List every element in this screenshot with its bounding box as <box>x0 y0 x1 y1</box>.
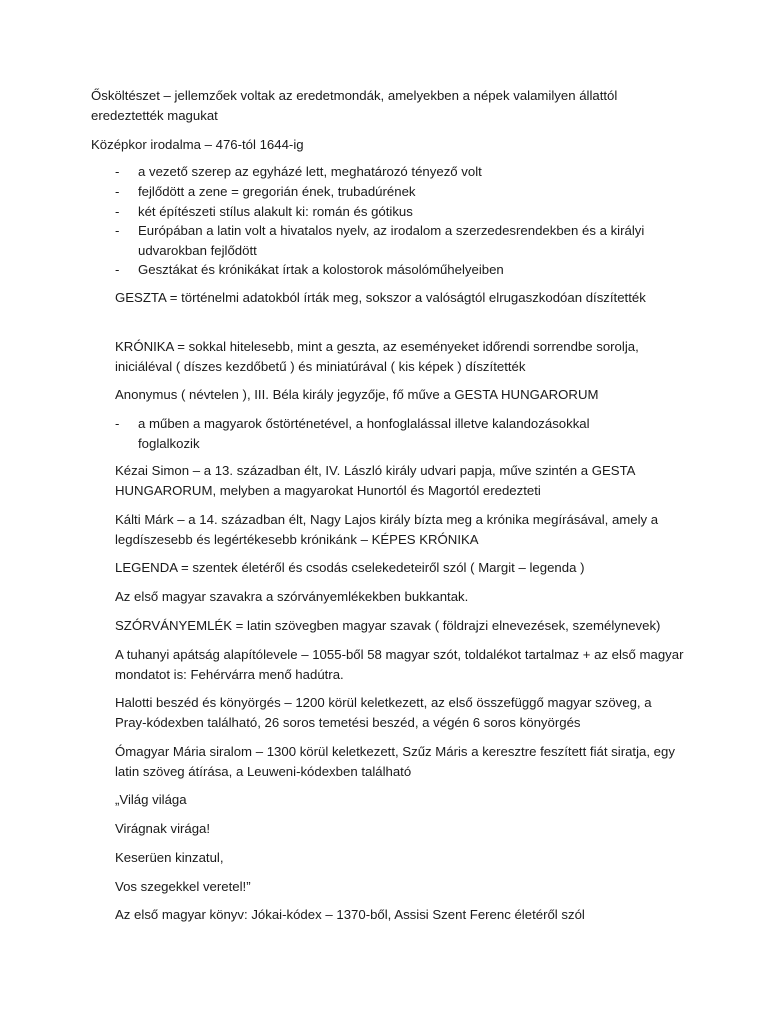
kezai-paragraph: Kézai Simon – a 13. században élt, IV. László király udvari papja, műve szintén a GESTA HUNGARORUM, melyben a magyarokat Hunortól és Magortól eredezteti <box>115 463 635 498</box>
dash-bullet-icon: - <box>115 164 120 179</box>
anonymus-paragraph: Anonymus ( névtelen ), III. Béla király jegyzője, fő műve a GESTA HUNGARORUM <box>115 387 599 402</box>
kronika-definition: KRÓNIKA = sokkal hitelesebb, mint a geszta, az eseményeket időrendi sorrendbe sorolja, iniciáléval ( díszes kezdőbetű ) és miniatúrával ( kis képek ) díszítették <box>115 339 639 374</box>
tihanyi-paragraph: A tuhanyi apátság alapítólevele – 1055-ből 58 magyar szót, toldalékot tartalmaz + az első magyar mondatot is: Fehérvárra menő hadútra. <box>115 647 684 682</box>
dash-bullet-icon: - <box>115 184 120 199</box>
list-item: - Európában a latin volt a hivatalos nyelv, az irodalom a szerzedesrendekben és a királyi udvarokban fejlődött <box>115 223 645 258</box>
szorvanyemlek-definition: SZÓRVÁNYEMLÉK = latin szövegben magyar szavak ( földrajzi elnevezések, személynevek) <box>115 618 661 633</box>
dash-bullet-icon: - <box>115 223 120 238</box>
poem-line: Virágnak virága! <box>115 821 211 836</box>
section-heading: Középkor irodalma – 476-tól 1644-ig <box>91 137 304 152</box>
list-item: - két építészeti stílus alakult ki: román és gótikus <box>115 202 675 222</box>
poem-line: „Világ világa <box>115 792 187 807</box>
list-item: - a műben a magyarok őstörténetével, a honfoglalással illetve kalandozásokkal foglalkozik <box>115 416 590 451</box>
legenda-definition: LEGENDA = szentek életéről és csodás cselekedeteiről szól ( Margit – legenda ) <box>115 560 585 575</box>
szavak-paragraph: Az első magyar szavakra a szórványemlékekben bukkantak. <box>115 589 469 604</box>
dash-bullet-icon: - <box>115 204 120 219</box>
geszta-definition: GESZTA = történelmi adatokból írták meg, sokszor a valóságtól elrugaszkodóan díszítették <box>115 290 646 305</box>
dash-bullet-icon: - <box>115 262 120 277</box>
poem-line: Vos szegekkel veretel!” <box>115 879 251 894</box>
poem-line: Keserüen kinzatul, <box>115 850 224 865</box>
intro-paragraph: Ősköltészet – jellemzőek voltak az eredetmondák, amelyekben a népek valamilyen állattól eredeztették magukat <box>91 88 618 123</box>
dash-bullet-icon: - <box>115 416 120 431</box>
omagyar-maria-siralom-paragraph: Ómagyar Mária siralom – 1300 körül keletkezett, Szűz Máris a keresztre feszített fiát siratja, egy latin szöveg átírása, a Leuweni-kódexben található <box>115 744 675 779</box>
halotti-beszed-paragraph: Halotti beszéd és könyörgés – 1200 körül keletkezett, az első összefüggő magyar szöveg, a Pray-kódexben található, 26 soros temetési beszéd, a végén 6 soros könyörgés <box>115 695 652 730</box>
kalti-paragraph: Kálti Márk – a 14. században élt, Nagy Lajos király bízta meg a krónika megírásával, amely a legdíszesebb és legértékesebb krónikánk – KÉPES KRÓNIKA <box>115 512 659 547</box>
list-item: - Gesztákat és krónikákat írtak a kolostorok másolóműhelyeiben <box>115 260 675 280</box>
first-hungarian-book-paragraph: Az első magyar könyv: Jókai-kódex – 1370-ből, Assisi Szent Ferenc életéről szól <box>115 907 585 922</box>
list-item: - a vezető szerep az egyházé lett, meghatározó tényező volt <box>115 162 675 182</box>
list-item: - fejlődött a zene = gregorián ének, trubadúrének <box>115 182 675 202</box>
